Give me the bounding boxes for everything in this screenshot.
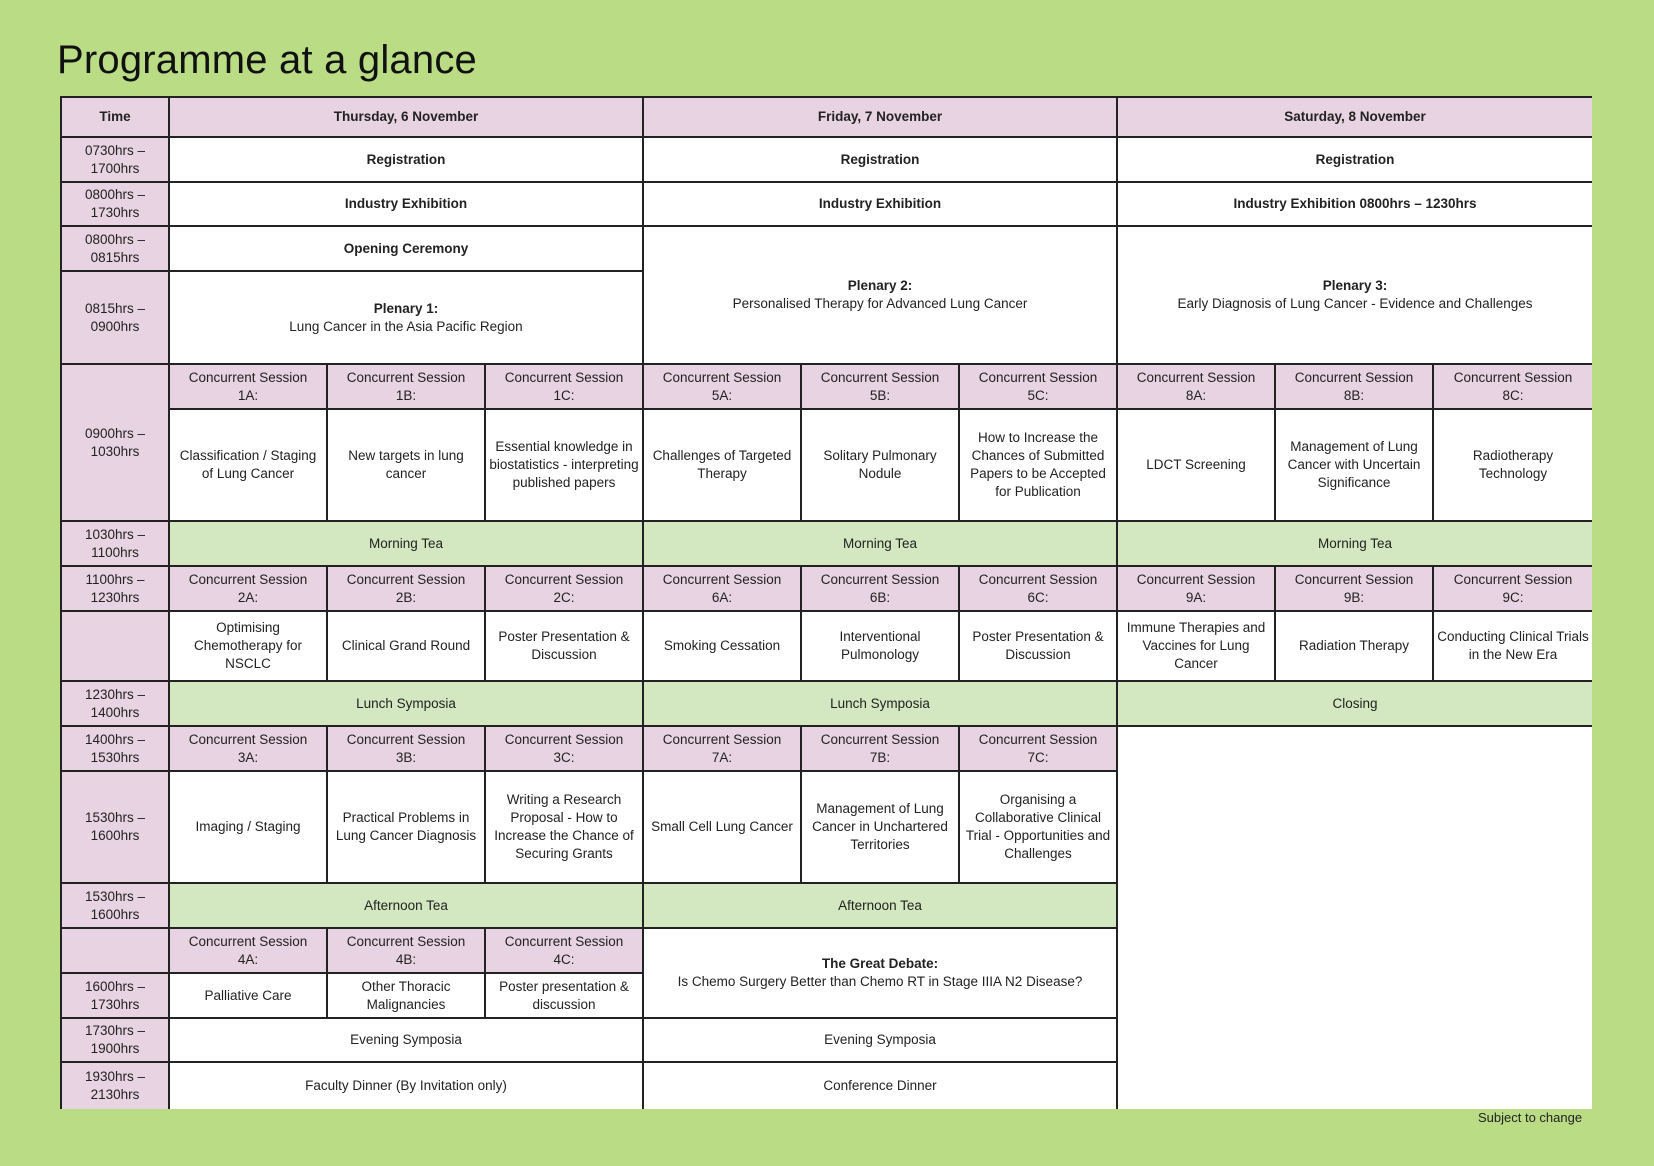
time-cell: 1230hrs – 1400hrs [62,682,170,727]
session-topic: Other Thoracic Malignancies [328,974,486,1019]
time-cell: 1730hrs – 1900hrs [62,1019,170,1063]
session-header: Concurrent Session 8C: [1434,365,1592,410]
time-cell: 0730hrs – 1700hrs [62,138,170,183]
evening-symposia-thu: Evening Symposia [170,1019,644,1063]
afternoon-tea-fri: Afternoon Tea [644,884,1118,929]
session-header: Concurrent Session 3C: [486,727,644,772]
session-header: Concurrent Session 1C: [486,365,644,410]
session-topic: Clinical Grand Round [328,612,486,682]
session-header: Concurrent Session 6A: [644,567,802,612]
page-title: Programme at a glance [57,38,477,82]
industry-fri: Industry Exhibition [644,183,1118,227]
session-header: Concurrent Session 8A: [1118,365,1276,410]
session-header: Concurrent Session 5C: [960,365,1118,410]
plenary-3: Plenary 3: Early Diagnosis of Lung Cancer - Evidence and Challenges [1118,227,1592,365]
session-topic: Interventional Pulmonology [802,612,960,682]
lunch-symposia-fri: Lunch Symposia [644,682,1118,727]
session-header: Concurrent Session 5B: [802,365,960,410]
session-topic: Radiation Therapy [1276,612,1434,682]
session-topic: How to Increase the Chances of Submitted Papers to be Accepted for Publication [960,410,1118,522]
morning-tea-sat: Morning Tea [1118,522,1592,567]
session-topic: Small Cell Lung Cancer [644,772,802,884]
session-header: Concurrent Session 2C: [486,567,644,612]
time-cell: 1600hrs – 1730hrs [62,974,170,1019]
lunch-symposia-thu: Lunch Symposia [170,682,644,727]
session-topic: Challenges of Targeted Therapy [644,410,802,522]
session-topic: Optimising Chemotherapy for NSCLC [170,612,328,682]
time-cell: 0900hrs – 1030hrs [62,365,170,522]
session-topic: Immune Therapies and Vaccines for Lung Cancer [1118,612,1276,682]
time-cell: 1530hrs – 1600hrs [62,884,170,929]
session-topic: Radiotherapy Technology [1434,410,1592,522]
session-header: Concurrent Session 9B: [1276,567,1434,612]
saturday-empty-block [1118,727,1592,1109]
schedule-table [60,96,1592,1109]
session-topic: Classification / Staging of Lung Cancer [170,410,328,522]
session-header: Concurrent Session 5A: [644,365,802,410]
session-topic: Organising a Collaborative Clinical Trial - Opportunities and Challenges [960,772,1118,884]
session-header: Concurrent Session 4A: [170,929,328,974]
time-cell: 1030hrs – 1100hrs [62,522,170,567]
registration-fri: Registration [644,138,1118,183]
conference-dinner: Conference Dinner [644,1063,1118,1109]
header-friday: Friday, 7 November [644,98,1118,138]
session-topic: Conducting Clinical Trials in the New Era [1434,612,1592,682]
session-header: Concurrent Session 4B: [328,929,486,974]
time-cell: 1930hrs – 2130hrs [62,1063,170,1109]
time-cell: 1400hrs – 1530hrs [62,727,170,772]
session-header: Concurrent Session 1B: [328,365,486,410]
time-cell: 0800hrs – 0815hrs [62,227,170,272]
session-header: Concurrent Session 1A: [170,365,328,410]
session-header: Concurrent Session 4C: [486,929,644,974]
header-time: Time [62,98,170,138]
session-topic: Imaging / Staging [170,772,328,884]
session-topic: Palliative Care [170,974,328,1019]
plenary-2: Plenary 2: Personalised Therapy for Advanced Lung Cancer [644,227,1118,365]
industry-sat: Industry Exhibition 0800hrs – 1230hrs [1118,183,1592,227]
registration-sat: Registration [1118,138,1592,183]
session-topic: Management of Lung Cancer in Unchartered Territories [802,772,960,884]
session-topic: Essential knowledge in biostatistics - interpreting published papers [486,410,644,522]
session-topic: Writing a Research Proposal - How to Increase the Chance of Securing Grants [486,772,644,884]
session-topic: Practical Problems in Lung Cancer Diagnosis [328,772,486,884]
time-cell-empty [62,612,170,682]
time-cell: 1530hrs – 1600hrs [62,772,170,884]
session-header: Concurrent Session 9A: [1118,567,1276,612]
session-topic: New targets in lung cancer [328,410,486,522]
session-header: Concurrent Session 3A: [170,727,328,772]
time-cell: 0815hrs – 0900hrs [62,272,170,365]
session-header: Concurrent Session 7C: [960,727,1118,772]
industry-thu: Industry Exhibition [170,183,644,227]
session-header: Concurrent Session 6B: [802,567,960,612]
opening-ceremony: Opening Ceremony [170,227,644,272]
closing-sat: Closing [1118,682,1592,727]
evening-symposia-fri: Evening Symposia [644,1019,1118,1063]
time-cell: 1100hrs – 1230hrs [62,567,170,612]
header-saturday: Saturday, 8 November [1118,98,1592,138]
registration-thu: Registration [170,138,644,183]
session-header: Concurrent Session 2A: [170,567,328,612]
header-thursday: Thursday, 6 November [170,98,644,138]
session-topic: Smoking Cessation [644,612,802,682]
session-topic: Poster Presentation & Discussion [960,612,1118,682]
plenary-1: Plenary 1: Lung Cancer in the Asia Pacific Region [170,272,644,365]
great-debate: The Great Debate: Is Chemo Surgery Better than Chemo RT in Stage IIIA N2 Disease? [644,929,1118,1019]
time-cell-empty [62,929,170,974]
session-header: Concurrent Session 3B: [328,727,486,772]
session-header: Concurrent Session 2B: [328,567,486,612]
subject-to-change-note: Subject to change [1478,1110,1583,1125]
time-cell: 0800hrs – 1730hrs [62,183,170,227]
session-topic: LDCT Screening [1118,410,1276,522]
morning-tea-fri: Morning Tea [644,522,1118,567]
session-topic: Solitary Pulmonary Nodule [802,410,960,522]
session-header: Concurrent Session 7A: [644,727,802,772]
session-header: Concurrent Session 7B: [802,727,960,772]
session-topic: Poster presentation & discussion [486,974,644,1019]
session-header: Concurrent Session 9C: [1434,567,1592,612]
session-topic: Poster Presentation & Discussion [486,612,644,682]
session-header: Concurrent Session 8B: [1276,365,1434,410]
faculty-dinner: Faculty Dinner (By Invitation only) [170,1063,644,1109]
afternoon-tea-thu: Afternoon Tea [170,884,644,929]
session-header: Concurrent Session 6C: [960,567,1118,612]
session-topic: Management of Lung Cancer with Uncertain Significance [1276,410,1434,522]
morning-tea-thu: Morning Tea [170,522,644,567]
